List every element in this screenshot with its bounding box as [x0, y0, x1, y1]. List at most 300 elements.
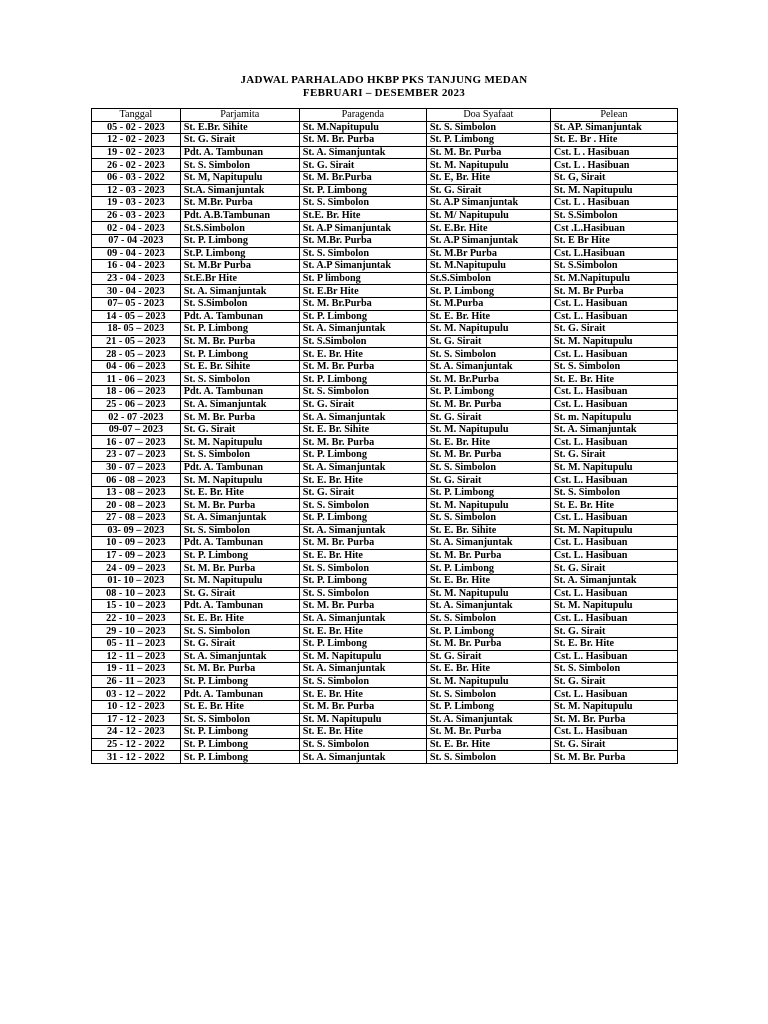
tanggal-cell: 05 - 02 - 2023	[92, 121, 181, 134]
table-row	[92, 562, 678, 575]
tanggal-cell: 30 - 07 – 2023	[92, 461, 181, 474]
doa-syafaat-cell: St. M. Br.Purba	[426, 373, 550, 386]
parjamita-cell: St. M.Br Purba	[180, 260, 299, 273]
parjamita-cell: Pdt. A.B.Tambunan	[180, 209, 299, 222]
table-row	[92, 486, 678, 499]
table-row	[92, 184, 678, 197]
paragenda-cell: St. P. Limbong	[299, 184, 426, 197]
tanggal-cell: 12 - 11 – 2023	[92, 650, 181, 663]
table-row	[92, 637, 678, 650]
parjamita-cell: St. S. Simbolon	[180, 524, 299, 537]
parjamita-cell: St. M. Br. Purba	[180, 411, 299, 424]
tanggal-cell: 21 - 05 – 2023	[92, 335, 181, 348]
table-row	[92, 675, 678, 688]
paragenda-cell: St. E. Br. Hite	[299, 625, 426, 638]
tanggal-cell: 15 - 10 – 2023	[92, 600, 181, 613]
parjamita-cell: St. P. Limbong	[180, 726, 299, 739]
parjamita-cell: St. M. Napitupulu	[180, 574, 299, 587]
table-row	[92, 600, 678, 613]
tanggal-cell: 09 - 04 - 2023	[92, 247, 181, 260]
parjamita-cell: St.P. Limbong	[180, 247, 299, 260]
doa-syafaat-cell: St. E. Br. Hite	[426, 663, 550, 676]
table-row	[92, 247, 678, 260]
pelean-cell: St. M. Br. Purba	[550, 713, 677, 726]
doa-syafaat-cell: St. P. Limbong	[426, 562, 550, 575]
doa-syafaat-cell: St. E. Br. Hite	[426, 436, 550, 449]
parjamita-cell: St. M. Napitupulu	[180, 436, 299, 449]
paragenda-cell: St. S. Simbolon	[299, 386, 426, 399]
table-row	[92, 549, 678, 562]
paragenda-cell: St. S. Simbolon	[299, 499, 426, 512]
parjamita-cell: St. A. Simanjuntak	[180, 285, 299, 298]
tanggal-cell: 19 - 02 - 2023	[92, 146, 181, 159]
pelean-cell: Cst. L. Hasibuan	[550, 587, 677, 600]
paragenda-cell: St. M. Br. Purba	[299, 360, 426, 373]
table-body	[92, 121, 678, 763]
tanggal-cell: 07 - 04 -2023	[92, 234, 181, 247]
table-row	[92, 222, 678, 235]
paragenda-cell: St. G. Sirait	[299, 486, 426, 499]
parjamita-cell: St. A. Simanjuntak	[180, 650, 299, 663]
paragenda-cell: St. A. Simanjuntak	[299, 524, 426, 537]
parjamita-cell: St. P. Limbong	[180, 549, 299, 562]
doa-syafaat-cell: St. A. Simanjuntak	[426, 537, 550, 550]
pelean-cell: Cst. L . Hasibuan	[550, 159, 677, 172]
doa-syafaat-cell: St. M. Br. Purba	[426, 726, 550, 739]
doa-syafaat-cell: St. S. Simbolon	[426, 688, 550, 701]
tanggal-cell: 12 - 02 - 2023	[92, 134, 181, 147]
pelean-cell: St. M. Br. Purba	[550, 751, 677, 764]
parjamita-cell: St. M. Br. Purba	[180, 663, 299, 676]
doa-syafaat-cell: St. S. Simbolon	[426, 512, 550, 525]
pelean-cell: St. E. Br. Hite	[550, 499, 677, 512]
parjamita-cell: St. M. Napitupulu	[180, 474, 299, 487]
pelean-cell: St. M. Napitupulu	[550, 700, 677, 713]
paragenda-cell: St. S. Simbolon	[299, 562, 426, 575]
table-row	[92, 260, 678, 273]
table-row	[92, 386, 678, 399]
pelean-cell: St. G. Sirait	[550, 449, 677, 462]
table-row	[92, 171, 678, 184]
doa-syafaat-cell: St. M. Br. Purba	[426, 398, 550, 411]
tanggal-cell: 13 - 08 – 2023	[92, 486, 181, 499]
paragenda-cell: St. M.Br. Purba	[299, 234, 426, 247]
table-row	[92, 537, 678, 550]
paragenda-cell: St. A.P Simanjuntak	[299, 222, 426, 235]
paragenda-cell: St. P. Limbong	[299, 512, 426, 525]
paragenda-cell: St. E.Br Hite	[299, 285, 426, 298]
pelean-cell: St. A. Simanjuntak	[550, 423, 677, 436]
paragenda-cell: St. A. Simanjuntak	[299, 411, 426, 424]
table-row	[92, 272, 678, 285]
pelean-cell: St. S.Simbolon	[550, 260, 677, 273]
paragenda-cell: St. S. Simbolon	[299, 247, 426, 260]
tanggal-cell: 02 - 07 -2023	[92, 411, 181, 424]
doa-syafaat-cell: St. M. Napitupulu	[426, 159, 550, 172]
pelean-cell: St. E. Br. Hite	[550, 637, 677, 650]
parjamita-cell: St. S. Simbolon	[180, 713, 299, 726]
tanggal-cell: 19 - 03 - 2023	[92, 197, 181, 210]
parjamita-cell: St. G. Sirait	[180, 423, 299, 436]
doa-syafaat-cell: St. M. Br. Purba	[426, 549, 550, 562]
parjamita-cell: St. E. Br. Hite	[180, 486, 299, 499]
parjamita-cell: St. M. Br. Purba	[180, 335, 299, 348]
pelean-cell: St. E Br Hite	[550, 234, 677, 247]
table-row	[92, 121, 678, 134]
pelean-cell: Cst. L. Hasibuan	[550, 348, 677, 361]
tanggal-cell: 18 - 06 – 2023	[92, 386, 181, 399]
doa-syafaat-cell: St. G. Sirait	[426, 474, 550, 487]
paragenda-cell: St. E. Br. Hite	[299, 474, 426, 487]
paragenda-cell: St. A. Simanjuntak	[299, 461, 426, 474]
paragenda-cell: St. A. Simanjuntak	[299, 612, 426, 625]
paragenda-cell: St. M. Br. Purba	[299, 134, 426, 147]
tanggal-cell: 04 - 06 – 2023	[92, 360, 181, 373]
parjamita-cell: St. A. Simanjuntak	[180, 398, 299, 411]
paragenda-cell: St. M. Br. Purba	[299, 436, 426, 449]
paragenda-cell: St. A. Simanjuntak	[299, 751, 426, 764]
table-row	[92, 197, 678, 210]
pelean-cell: St. M. Napitupulu	[550, 600, 677, 613]
doa-syafaat-cell: St. M. Napitupulu	[426, 675, 550, 688]
pelean-cell: St. G. Sirait	[550, 625, 677, 638]
doa-syafaat-cell: St. E, Br. Hite	[426, 171, 550, 184]
pelean-cell: St. S. Simbolon	[550, 663, 677, 676]
pelean-cell: Cst. L. Hasibuan	[550, 398, 677, 411]
pelean-cell: Cst. L. Hasibuan	[550, 650, 677, 663]
table-row	[92, 700, 678, 713]
paragenda-cell: St. S. Simbolon	[299, 197, 426, 210]
doa-syafaat-cell: St. P. Limbong	[426, 285, 550, 298]
header-paragenda: Paragenda	[299, 109, 426, 122]
pelean-cell: Cst. L. Hasibuan	[550, 688, 677, 701]
doa-syafaat-cell: St. E. Br. Hite	[426, 310, 550, 323]
parjamita-cell: St. E.Br. Sihite	[180, 121, 299, 134]
pelean-cell: St. m. Napitupulu	[550, 411, 677, 424]
table-row	[92, 449, 678, 462]
tanggal-cell: 31 - 12 - 2022	[92, 751, 181, 764]
parjamita-cell: St.S.Simbolon	[180, 222, 299, 235]
table-row	[92, 297, 678, 310]
pelean-cell: St. S.Simbolon	[550, 209, 677, 222]
doa-syafaat-cell: St. P. Limbong	[426, 486, 550, 499]
parjamita-cell: Pdt. A. Tambunan	[180, 461, 299, 474]
tanggal-cell: 02 - 04 - 2023	[92, 222, 181, 235]
parjamita-cell: St. M.Br. Purba	[180, 197, 299, 210]
table-row	[92, 134, 678, 147]
table-row	[92, 285, 678, 298]
tanggal-cell: 01- 10 – 2023	[92, 574, 181, 587]
pelean-cell: St. E. Br. Hite	[550, 373, 677, 386]
pelean-cell: St. M.Napitupulu	[550, 272, 677, 285]
table-row	[92, 209, 678, 222]
parjamita-cell: Pdt. A. Tambunan	[180, 537, 299, 550]
table-row	[92, 751, 678, 764]
pelean-cell: St. G, Sirait	[550, 171, 677, 184]
table-row	[92, 499, 678, 512]
tanggal-cell: 23 - 04 - 2023	[92, 272, 181, 285]
pelean-cell: Cst. L. Hasibuan	[550, 297, 677, 310]
tanggal-cell: 28 - 05 – 2023	[92, 348, 181, 361]
parjamita-cell: St.E.Br Hite	[180, 272, 299, 285]
table-row	[92, 726, 678, 739]
tanggal-cell: 25 - 12 - 2022	[92, 738, 181, 751]
table-row	[92, 474, 678, 487]
table-row	[92, 713, 678, 726]
doa-syafaat-cell: St. M. Napitupulu	[426, 499, 550, 512]
paragenda-cell: St. E. Br. Sihite	[299, 423, 426, 436]
header-doa-syafaat: Doa Syafaat	[426, 109, 550, 122]
parjamita-cell: St. S. Simbolon	[180, 159, 299, 172]
pelean-cell: Cst. L. Hasibuan	[550, 436, 677, 449]
paragenda-cell: St. A. Simanjuntak	[299, 146, 426, 159]
doa-syafaat-cell: St. M. Br. Purba	[426, 146, 550, 159]
parjamita-cell: St. E. Br. Sihite	[180, 360, 299, 373]
doa-syafaat-cell: St. M.Purba	[426, 297, 550, 310]
tanggal-cell: 16 - 07 – 2023	[92, 436, 181, 449]
pelean-cell: Cst. L. Hasibuan	[550, 386, 677, 399]
table-row	[92, 625, 678, 638]
doa-syafaat-cell: St. M.Napitupulu	[426, 260, 550, 273]
table-row	[92, 360, 678, 373]
header-parjamita: Parjamita	[180, 109, 299, 122]
pelean-cell: St. G. Sirait	[550, 323, 677, 336]
paragenda-cell: St. E. Br. Hite	[299, 348, 426, 361]
doa-syafaat-cell: St. M/ Napitupulu	[426, 209, 550, 222]
paragenda-cell: St. M. Br.Purba	[299, 171, 426, 184]
doa-syafaat-cell: St. E.Br. Hite	[426, 222, 550, 235]
parjamita-cell: St. M. Br. Purba	[180, 562, 299, 575]
table-row	[92, 323, 678, 336]
paragenda-cell: St. G. Sirait	[299, 398, 426, 411]
doa-syafaat-cell: St. P. Limbong	[426, 386, 550, 399]
doa-syafaat-cell: St. E. Br. Sihite	[426, 524, 550, 537]
tanggal-cell: 27 - 08 – 2023	[92, 512, 181, 525]
paragenda-cell: St. M. Napitupulu	[299, 650, 426, 663]
tanggal-cell: 03- 09 – 2023	[92, 524, 181, 537]
tanggal-cell: 05 - 11 – 2023	[92, 637, 181, 650]
parjamita-cell: St. E. Br. Hite	[180, 612, 299, 625]
doa-syafaat-cell: St. G. Sirait	[426, 335, 550, 348]
parjamita-cell: Pdt. A. Tambunan	[180, 386, 299, 399]
paragenda-cell: St. M. Br. Purba	[299, 600, 426, 613]
parjamita-cell: St. P. Limbong	[180, 751, 299, 764]
paragenda-cell: St. P. Limbong	[299, 449, 426, 462]
table-row	[92, 436, 678, 449]
parjamita-cell: St. M, Napitupulu	[180, 171, 299, 184]
pelean-cell: St. M. Br Purba	[550, 285, 677, 298]
pelean-cell: Cst. L. Hasibuan	[550, 537, 677, 550]
pelean-cell: St. M. Napitupulu	[550, 184, 677, 197]
paragenda-cell: St. S.Simbolon	[299, 335, 426, 348]
header-pelean: Pelean	[550, 109, 677, 122]
pelean-cell: Cst. L. Hasibuan	[550, 474, 677, 487]
tanggal-cell: 26 - 11 – 2023	[92, 675, 181, 688]
table-row	[92, 574, 678, 587]
pelean-cell: Cst. L. Hasibuan	[550, 549, 677, 562]
parjamita-cell: Pdt. A. Tambunan	[180, 688, 299, 701]
paragenda-cell: St. M. Br. Purba	[299, 537, 426, 550]
tanggal-cell: 20 - 08 – 2023	[92, 499, 181, 512]
tanggal-cell: 10 - 12 - 2023	[92, 700, 181, 713]
paragenda-cell: St. P limbong	[299, 272, 426, 285]
doa-syafaat-cell: St. M.Br Purba	[426, 247, 550, 260]
tanggal-cell: 06 - 08 – 2023	[92, 474, 181, 487]
doa-syafaat-cell: St. S. Simbolon	[426, 751, 550, 764]
doa-syafaat-cell: St. M. Br. Purba	[426, 637, 550, 650]
doa-syafaat-cell: St. M. Br. Purba	[426, 449, 550, 462]
paragenda-cell: St. P. Limbong	[299, 373, 426, 386]
doa-syafaat-cell: St. A.P Simanjuntak	[426, 197, 550, 210]
table-row	[92, 512, 678, 525]
table-row	[92, 587, 678, 600]
tanggal-cell: 26 - 02 - 2023	[92, 159, 181, 172]
schedule-table	[91, 108, 678, 764]
tanggal-cell: 06 - 03 - 2022	[92, 171, 181, 184]
tanggal-cell: 08 - 10 – 2023	[92, 587, 181, 600]
tanggal-cell: 17 - 09 – 2023	[92, 549, 181, 562]
table-row	[92, 159, 678, 172]
tanggal-cell: 12 - 03 - 2023	[92, 184, 181, 197]
parjamita-cell: St. P. Limbong	[180, 348, 299, 361]
parjamita-cell: Pdt. A. Tambunan	[180, 310, 299, 323]
tanggal-cell: 17 - 12 - 2023	[92, 713, 181, 726]
doa-syafaat-cell: St. G. Sirait	[426, 184, 550, 197]
tanggal-cell: 10 - 09 – 2023	[92, 537, 181, 550]
doa-syafaat-cell: St. M. Napitupulu	[426, 423, 550, 436]
table-row	[92, 373, 678, 386]
paragenda-cell: St. M. Br.Purba	[299, 297, 426, 310]
tanggal-cell: 19 - 11 – 2023	[92, 663, 181, 676]
doa-syafaat-cell: St. P. Limbong	[426, 134, 550, 147]
tanggal-cell: 18- 05 – 2023	[92, 323, 181, 336]
table-row	[92, 738, 678, 751]
paragenda-cell: St. A.P Simanjuntak	[299, 260, 426, 273]
pelean-cell: Cst. L. Hasibuan	[550, 612, 677, 625]
table-row	[92, 612, 678, 625]
doa-syafaat-cell: St. S. Simbolon	[426, 461, 550, 474]
parjamita-cell: St. G. Sirait	[180, 134, 299, 147]
table-row	[92, 146, 678, 159]
pelean-cell: Cst. L. Hasibuan	[550, 310, 677, 323]
tanggal-cell: 23 - 07 – 2023	[92, 449, 181, 462]
parjamita-cell: Pdt. A. Tambunan	[180, 600, 299, 613]
doa-syafaat-cell: St. S. Simbolon	[426, 121, 550, 134]
doa-syafaat-cell: St. S. Simbolon	[426, 612, 550, 625]
paragenda-cell: St. M. Napitupulu	[299, 713, 426, 726]
parjamita-cell: St. G. Sirait	[180, 587, 299, 600]
paragenda-cell: St. P. Limbong	[299, 310, 426, 323]
tanggal-cell: 16 - 04 - 2023	[92, 260, 181, 273]
parjamita-cell: St.A. Simanjuntak	[180, 184, 299, 197]
header-tanggal: Tanggal	[92, 109, 181, 122]
tanggal-cell: 24 - 12 - 2023	[92, 726, 181, 739]
parjamita-cell: St. S. Simbolon	[180, 625, 299, 638]
parjamita-cell: St. P. Limbong	[180, 675, 299, 688]
table-row	[92, 650, 678, 663]
pelean-cell: St. M. Napitupulu	[550, 461, 677, 474]
doa-syafaat-cell: St. E. Br. Hite	[426, 574, 550, 587]
pelean-cell: St. M. Napitupulu	[550, 524, 677, 537]
parjamita-cell: St. S. Simbolon	[180, 373, 299, 386]
paragenda-cell: St.E. Br. Hite	[299, 209, 426, 222]
pelean-cell: St. G. Sirait	[550, 738, 677, 751]
pelean-cell: Cst. L. Hasibuan	[550, 512, 677, 525]
tanggal-cell: 03 - 12 – 2022	[92, 688, 181, 701]
tanggal-cell: 30 - 04 - 2023	[92, 285, 181, 298]
doa-syafaat-cell: St. P. Limbong	[426, 625, 550, 638]
parjamita-cell: St. S.Simbolon	[180, 297, 299, 310]
doa-syafaat-cell: St. M. Napitupulu	[426, 323, 550, 336]
document-title: JADWAL PARHALADO HKBP PKS TANJUNG MEDAN	[240, 74, 528, 86]
tanggal-cell: 29 - 10 – 2023	[92, 625, 181, 638]
doa-syafaat-cell: St. G. Sirait	[426, 650, 550, 663]
table-row	[92, 524, 678, 537]
doa-syafaat-cell: St. A. Simanjuntak	[426, 713, 550, 726]
paragenda-cell: St. M. Br. Purba	[299, 700, 426, 713]
paragenda-cell: St. A. Simanjuntak	[299, 323, 426, 336]
parjamita-cell: St. P. Limbong	[180, 738, 299, 751]
pelean-cell: St. G. Sirait	[550, 562, 677, 575]
table-row	[92, 335, 678, 348]
paragenda-cell: St. M.Napitupulu	[299, 121, 426, 134]
paragenda-cell: St. G. Sirait	[299, 159, 426, 172]
tanggal-cell: 22 - 10 – 2023	[92, 612, 181, 625]
pelean-cell: St. A. Simanjuntak	[550, 574, 677, 587]
table-row	[92, 663, 678, 676]
pelean-cell: St. M. Napitupulu	[550, 335, 677, 348]
pelean-cell: Cst. L.Hasibuan	[550, 247, 677, 260]
table-row	[92, 688, 678, 701]
parjamita-cell: St. S. Simbolon	[180, 449, 299, 462]
tanggal-cell: 25 - 06 – 2023	[92, 398, 181, 411]
paragenda-cell: St. P. Limbong	[299, 574, 426, 587]
pelean-cell: St. AP. Simanjuntak	[550, 121, 677, 134]
tanggal-cell: 26 - 03 - 2023	[92, 209, 181, 222]
doa-syafaat-cell: St.S.Simbolon	[426, 272, 550, 285]
parjamita-cell: St. P. Limbong	[180, 323, 299, 336]
doa-syafaat-cell: St. S. Simbolon	[426, 348, 550, 361]
tanggal-cell: 07– 05 - 2023	[92, 297, 181, 310]
doa-syafaat-cell: St. P. Limbong	[426, 700, 550, 713]
parjamita-cell: St. M. Br. Purba	[180, 499, 299, 512]
parjamita-cell: St. P. Limbong	[180, 234, 299, 247]
parjamita-cell: St. G. Sirait	[180, 637, 299, 650]
parjamita-cell: St. E. Br. Hite	[180, 700, 299, 713]
pelean-cell: St. S. Simbolon	[550, 360, 677, 373]
doa-syafaat-cell: St. A.P Simanjuntak	[426, 234, 550, 247]
paragenda-cell: St. A. Simanjuntak	[299, 663, 426, 676]
paragenda-cell: St. P. Limbong	[299, 637, 426, 650]
paragenda-cell: St. E. Br. Hite	[299, 549, 426, 562]
doa-syafaat-cell: St. A. Simanjuntak	[426, 600, 550, 613]
paragenda-cell: St. S. Simbolon	[299, 675, 426, 688]
pelean-cell: St. G. Sirait	[550, 675, 677, 688]
pelean-cell: St. E. Br . Hite	[550, 134, 677, 147]
paragenda-cell: St. S. Simbolon	[299, 738, 426, 751]
tanggal-cell: 09-07 – 2023	[92, 423, 181, 436]
tanggal-cell: 24 - 09 – 2023	[92, 562, 181, 575]
doa-syafaat-cell: St. M. Napitupulu	[426, 587, 550, 600]
table-row	[92, 234, 678, 247]
pelean-cell: Cst. L . Hasibuan	[550, 146, 677, 159]
table-row	[92, 398, 678, 411]
document-subtitle: FEBRUARI – DESEMBER 2023	[302, 87, 466, 99]
table-row	[92, 310, 678, 323]
paragenda-cell: St. E. Br. Hite	[299, 688, 426, 701]
pelean-cell: Cst. L. Hasibuan	[550, 726, 677, 739]
tanggal-cell: 11 - 06 – 2023	[92, 373, 181, 386]
